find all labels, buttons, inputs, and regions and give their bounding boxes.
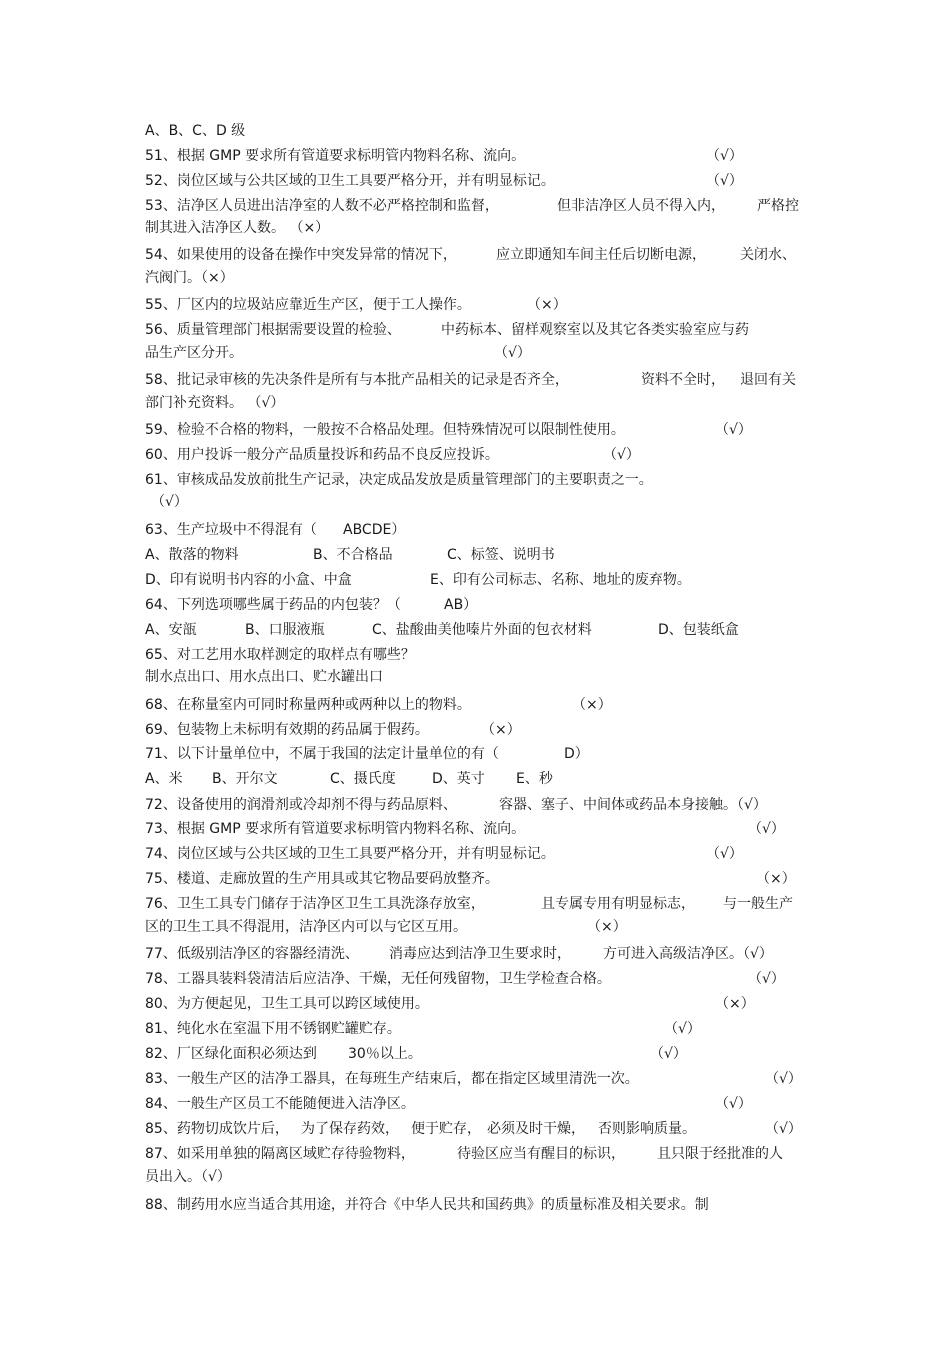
text-line: 且只限于经批准的人	[657, 1146, 783, 1162]
text-line: 便于贮存，	[411, 1121, 481, 1137]
text-line: （√）	[706, 148, 743, 164]
text-line: 83、一般生产区的洁净工器具，在每班生产结束后，都在指定区域里清洗一次。	[145, 1071, 639, 1087]
text-line: 81、纯化水在室温下用不锈钢贮罐贮存。	[145, 1021, 401, 1037]
text-line: （√）	[748, 821, 785, 837]
text-line: 63、生产垃圾中不得混有（	[145, 522, 317, 538]
text-line: 80、为方便起见，卫生工具可以跨区域使用。	[145, 996, 429, 1012]
text-line: 88、制药用水应当适合其用途，并符合《中华人民共和国药典》的质量标准及相关要求。制	[145, 1197, 709, 1213]
text-line: 员出入。（√）	[145, 1169, 231, 1185]
text-line: （√）	[151, 494, 188, 510]
text-line: （√）	[650, 1046, 687, 1062]
text-line: 59、检验不合格的物料，一般按不合格品处理。但特殊情况可以限制性使用。	[145, 422, 625, 438]
text-line: 72、设备使用的润滑剂或冷却剂不得与药品原料、	[145, 797, 457, 813]
text-line: （√）	[748, 971, 785, 987]
text-line: C、标签、说明书	[447, 547, 555, 563]
text-line: 且专属专用有明显标志，	[541, 896, 695, 912]
text-line: （√）	[765, 1121, 802, 1137]
text-line: AB）	[444, 597, 478, 613]
text-line: 77、低级别洁净区的容器经清洗、	[145, 946, 359, 962]
text-line: 必须及时干燥，	[487, 1121, 585, 1137]
text-line: A、安瓿	[145, 622, 197, 638]
text-line: （×）	[715, 996, 755, 1012]
text-line: 为了保存药效，	[301, 1121, 399, 1137]
text-line: （×）	[756, 871, 796, 887]
text-line: D、英寸	[432, 771, 485, 787]
text-line: A、B、C、D 级	[145, 123, 246, 139]
text-line: 55、厂区内的垃圾站应靠近生产区，便于工人操作。	[145, 297, 471, 313]
text-line: 区的卫生工具不得混用，洁净区内可以与它区互用。	[145, 919, 467, 935]
text-line: 61、审核成品发放前批生产记录，决定成品发放是质量管理部门的主要职责之一。	[145, 472, 653, 488]
text-line: C、盐酸曲美他嗪片外面的包衣材料	[372, 622, 592, 638]
text-line: 69、包装物上未标明有效期的药品属于假药。	[145, 722, 429, 738]
text-line: 85、药物切成饮片后，	[145, 1121, 289, 1137]
text-line: 容器、塞子、中间体或药品本身接触。（√）	[499, 797, 767, 813]
text-line: B、口服液瓶	[245, 622, 325, 638]
text-line: B、不合格品	[313, 547, 393, 563]
text-line: 关闭水、	[740, 247, 796, 263]
text-line: （√）	[706, 173, 743, 189]
text-line: 78、工器具装料袋清洁后应洁净、干燥，无任何残留物，卫生学检查合格。	[145, 971, 611, 987]
text-line: 58、批记录审核的先决条件是所有与本批产品相关的记录是否齐全，	[145, 372, 569, 388]
text-line: C、摄氏度	[330, 771, 396, 787]
text-line: 部门补充资料。 （√）	[145, 395, 285, 411]
text-line: 制其进入洁净区人数。 （×）	[145, 220, 330, 236]
text-line: 否则影响质量。	[598, 1121, 696, 1137]
text-line: 品生产区分开。	[145, 345, 243, 361]
text-line: （√）	[765, 1071, 802, 1087]
text-line: （√）	[715, 422, 752, 438]
text-line: 84、一般生产区员工不能随便进入洁净区。	[145, 1096, 415, 1112]
text-line: A、米	[145, 771, 183, 787]
text-line: 但非洁净区人员不得入内，	[557, 198, 725, 214]
text-line: 汽阀门。（×）	[145, 270, 234, 286]
text-line: 71、以下计量单位中，不属于我国的法定计量单位的有（	[145, 746, 499, 762]
text-line: （×）	[481, 722, 521, 738]
text-line: 51、根据 GMP 要求所有管道要求标明管内物料名称、流向。	[145, 148, 526, 164]
text-line: D、包装纸盒	[658, 622, 739, 638]
text-line: B、开尔文	[212, 771, 278, 787]
text-line: D、印有说明书内容的小盒、中盒	[145, 572, 352, 588]
text-line: 52、岗位区域与公共区域的卫生工具要严格分开，并有明显标记。	[145, 173, 555, 189]
text-line: （√）	[706, 846, 743, 862]
text-line: 60、用户投诉一般分产品质量投诉和药品不良反应投诉。	[145, 447, 499, 463]
text-line: （×）	[527, 297, 567, 313]
text-line: （×）	[587, 919, 627, 935]
text-line: 与一般生产	[723, 896, 793, 912]
text-line: 应立即通知车间主任后切断电源，	[496, 247, 706, 263]
text-line: （√）	[603, 447, 640, 463]
text-line: 消毒应达到洁净卫生要求时，	[389, 946, 571, 962]
text-line: 82、厂区绿化面积必须达到	[145, 1046, 317, 1062]
text-line: D）	[564, 746, 589, 762]
text-line: 56、质量管理部门根据需要设置的检验、	[145, 322, 401, 338]
text-line: 资料不全时，	[641, 372, 725, 388]
text-line: （√）	[494, 345, 531, 361]
text-line: 中药标本、留样观察室以及其它各类实验室应与药	[441, 322, 749, 338]
text-line: 53、洁净区人员进出洁净室的人数不必严格控制和监督，	[145, 198, 499, 214]
text-line: 76、卫生工具专门储存于洁净区卫生工具洗涤存放室，	[145, 896, 485, 912]
text-line: 87、如采用单独的隔离区域贮存待验物料，	[145, 1146, 415, 1162]
text-line: 退回有关	[740, 372, 796, 388]
text-line: （√）	[664, 1021, 701, 1037]
text-line: 73、根据 GMP 要求所有管道要求标明管内物料名称、流向。	[145, 821, 526, 837]
text-line: 待验区应当有醒目的标识，	[457, 1146, 625, 1162]
text-line: E、印有公司标志、名称、地址的废弃物。	[430, 572, 691, 588]
text-line: 制水点出口、用水点出口、贮水罐出口	[145, 669, 383, 685]
text-line: 65、对工艺用水取样测定的取样点有哪些？	[145, 647, 415, 663]
text-line: 54、如果使用的设备在操作中突发异常的情况下，	[145, 247, 457, 263]
text-line: ABCDE）	[343, 522, 406, 538]
text-line: 74、岗位区域与公共区域的卫生工具要严格分开，并有明显标记。	[145, 846, 555, 862]
text-line: 严格控	[757, 198, 799, 214]
text-line: 75、楼道、走廊放置的生产用具或其它物品要码放整齐。	[145, 871, 499, 887]
text-line: A、散落的物料	[145, 547, 239, 563]
text-line: （×）	[572, 697, 612, 713]
text-line: 30％以上。	[348, 1046, 422, 1062]
text-line: （√）	[715, 1096, 752, 1112]
text-line: E、秒	[516, 771, 553, 787]
text-line: 68、在称量室内可同时称量两种或两种以上的物料。	[145, 697, 471, 713]
text-line: 方可进入高级洁净区。（√）	[603, 946, 773, 962]
text-line: 64、下列选项哪些属于药品的内包装？（	[145, 597, 401, 613]
